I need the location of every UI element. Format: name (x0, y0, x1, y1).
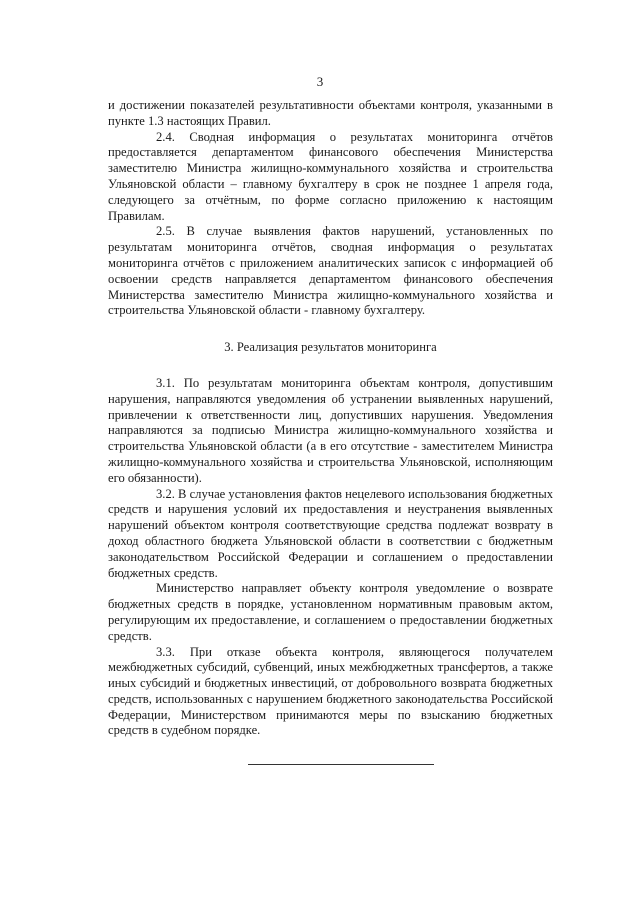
paragraph-2-5: 2.5. В случае выявления фактов нарушений, установленных по результатам мониторинга отчётов, сводная информация о результатах мониторинга отчётов с приложением аналитических записок с информацией об освоении средств направляется департаментом финансового обеспечения Министерства заместителю Министра жилищно-коммунального хозяйства и строительства Ульяновской области - главному бухгалтеру. (108, 224, 553, 318)
paragraph-3-2-notice: Министерство направляет объекту контроля уведомление о возврате бюджетных средств в порядке, установленном нормативным правовым актом, регулирующим их предоставление, и соглашением о предоставлении бюджетных средств. (108, 581, 553, 643)
paragraph-2-4: 2.4. Сводная информация о результатах мониторинга отчётов предоставляется департаментом финансового обеспечения Министерства заместителю Министра жилищно-коммунального хозяйства и строительства Ульяновской области – главному бухгалтеру в срок не позднее 1 апреля года, следующего за отчётным, по форме согласно приложению к настоящим Правилам. (108, 129, 553, 223)
section-heading: 3. Реализация результатов мониторинга (224, 340, 437, 355)
paragraph-continuation: и достижении показателей результативности объектами контроля, указанными в пункте 1.3 настоящих Правил. (108, 98, 553, 128)
document-body (108, 98, 553, 739)
paragraph-3-1: 3.1. По результатам мониторинга объектам контроля, допустившим нарушения, направляются уведомления об устранении выявленных нарушений, привлечении к ответственности лиц, допустивших нарушения. Уведомления направляются за подписью Министра жилищно-коммунального хозяйства и строительства Ульяновской области (а в его отсутствие - заместителем Министра жилищно-коммунального хозяйства и строительства Ульяновской, исполняющим его обязанности). (108, 375, 553, 485)
paragraph-3-3: 3.3. При отказе объекта контроля, являющегося получателем межбюджетных субсидий, субвенций, иных межбюджетных трансфертов, а также иных субсидий и бюджетных инвестиций, от добровольного возврата бюджетных средств, использованных с нарушением бюджетного законодательства Российской Федерации, Министерством принимаются меры по взысканию бюджетных средств в судебном порядке. (108, 644, 553, 738)
end-of-document-rule (248, 764, 434, 765)
paragraph-3-2: 3.2. В случае установления фактов нецелевого использования бюджетных средств и нарушения условий их предоставления и неустранения выявленных нарушений объектом контроля соответствующие средства подлежат возврату в доход областного бюджета Ульяновской области в соответствии с бюджетным законодательством Российской Федерации и соглашением о предоставлении бюджетных средств. (108, 486, 554, 580)
page-number: 3 (316, 74, 324, 89)
